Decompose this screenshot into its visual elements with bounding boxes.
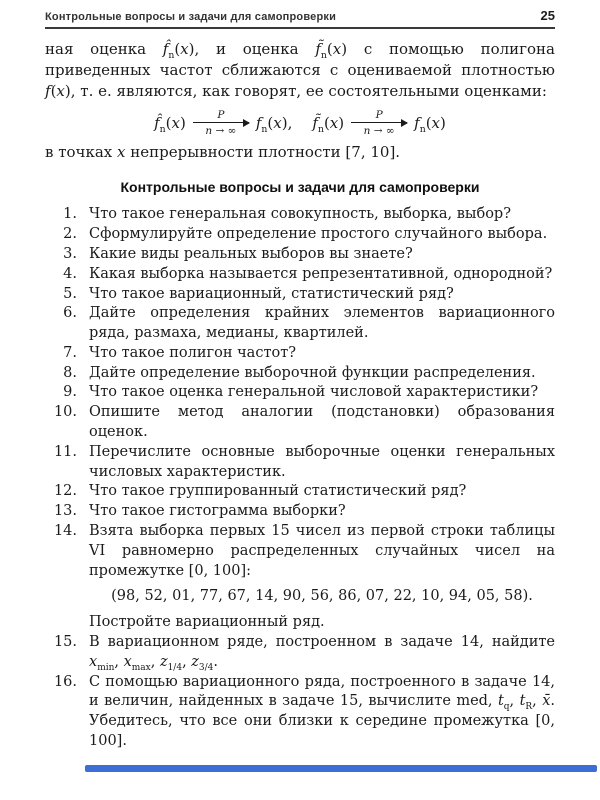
question-number: 4. [63,265,77,282]
question-number: 15. [53,634,77,651]
question-number: 2. [63,226,77,243]
question-item-9 [45,383,555,403]
question-text: Дайте определения крайних элементов вариационного ряда, размаха, медианы, квартилей. [89,305,555,342]
question-item-16 [45,673,555,752]
question-item-13 [45,502,555,522]
question-number: 8. [63,364,77,381]
question-item-6 [45,304,555,344]
limit-arrow-1 [193,109,249,137]
question-number: 11. [53,443,77,460]
formula-term-4: $f_n(x)$ [414,114,446,136]
question-item-5 [45,285,555,305]
reading-progress-bar[interactable] [85,765,597,772]
right-arrow-icon [351,122,407,123]
page-header [45,0,555,29]
question-text: Что такое группированный статистический ряд? [89,483,467,500]
question-text [89,522,555,633]
question-text: Какие виды реальных выборов вы знаете? [89,245,413,262]
question-number: 12. [53,483,77,500]
formula-term-1: $f̂_n(x)$ [154,114,186,136]
question-item-11 [45,443,555,483]
arrow-bottom-label: n → ∞ [205,125,237,138]
question-number: 13. [53,503,77,520]
question-number: 1. [63,206,77,223]
formula-term-3: $f̃_n(x)$ [312,114,345,136]
arrow-top-label: P [375,109,383,121]
intro-section [45,39,555,102]
questions-list [45,205,555,752]
intro-paragraph-1: ная оценка $f̂_n(x)$, и оценка $f̃_n(x)$ с помощью полигона приведенных частот сближаются с оцениваемой плотностью f(x), т. е. являются, как говорят, ее состоятельными оценками: [45,40,555,100]
page-number: 25 [540,8,555,23]
question-item-15 [45,633,555,673]
arrow-bottom-label: n → ∞ [363,125,395,138]
question-text: Что такое генеральная совокупность, выборка, выбор? [89,206,511,223]
question-text: Что такое оценка генеральной числовой характеристики? [89,384,539,401]
question-text: Какая выборка называется репрезентативной, однородной? [89,265,553,282]
question-item-3 [45,245,555,265]
convergence-formula [45,109,555,137]
question-item-14 [45,522,555,633]
arrow-top-label: P [217,109,225,121]
question-text: Что такое гистограмма выборки? [89,503,346,520]
limit-arrow-2 [351,109,407,137]
question-14-task: Постройте вариационный ряд. [89,614,325,631]
running-head: Контрольные вопросы и задачи для самопроверки [45,11,337,23]
question-14-statement: Взята выборка первых 15 чисел из первой строки таблицы VI равномерно распределенных случайных чисел на промежутке [0, 100]: [89,523,555,579]
question-text: Опишите метод аналогии (подстановки) образования оценок. [89,404,555,441]
question-number: 5. [63,285,77,302]
question-number: 3. [63,245,77,262]
question-number: 16. [53,673,77,690]
question-number: 7. [63,344,77,361]
question-number: 6. [63,305,77,322]
section-heading: Контрольные вопросы и задачи для самопроверки [120,179,480,196]
intro-paragraph-2: в точках x непрерывности плотности [7, 10]. [45,143,401,162]
question-text: Перечислите основные выборочные оценки генеральных числовых характеристик. [89,443,555,480]
question-text: Что такое полигон частот? [89,344,296,361]
question-item-1 [45,205,555,225]
question-text: Дайте определение выборочной функции распределения. [89,364,536,381]
question-text: Что такое вариационный, статистический ряд? [89,285,454,302]
question-number: 9. [63,384,77,401]
formula-term-2: $f_n(x)$, [255,114,293,136]
question-text: С помощью вариационного ряда, построенного в задаче 14, и величин, найденных в задаче 15, вычислите med, $t_q$, $t_R$, x̄. Убедитесь, что все они близки к середине промежутка [0, 100]. [89,673,555,750]
question-14-sample-values: (98, 52, 01, 77, 67, 14, 90, 56, 86, 07, 22, 10, 94, 05, 58). [111,588,533,605]
question-item-4 [45,265,555,285]
question-text: В вариационном ряде, построенном в задаче 14, найдите $x_{min}$, $x_{max}$, $z_{1/4}$, $z_{3/4}$. [89,634,555,673]
question-item-8 [45,364,555,384]
question-number: 10. [53,404,77,421]
question-item-10 [45,403,555,443]
question-text: Сформулируйте определение простого случайного выбора. [89,226,548,243]
intro-section-continued [45,142,555,163]
question-item-2 [45,225,555,245]
question-number: 14. [53,523,77,540]
question-item-12 [45,482,555,502]
right-arrow-icon [193,122,249,123]
question-item-7 [45,344,555,364]
